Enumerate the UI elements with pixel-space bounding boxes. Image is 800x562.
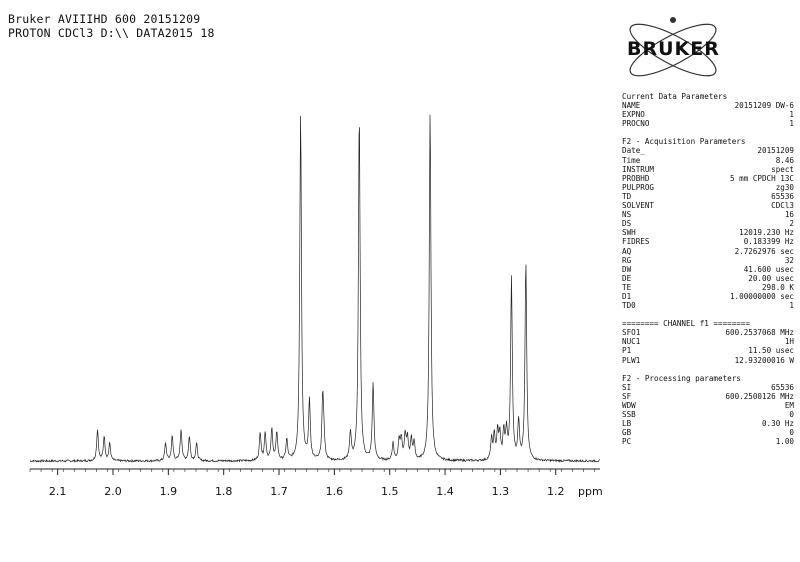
param-row xyxy=(622,110,794,119)
x-tick-label: 1.8 xyxy=(214,485,233,498)
param-key: DE xyxy=(622,273,632,283)
param-key: RG xyxy=(622,255,632,265)
param-value: 1 xyxy=(789,301,794,311)
param-value: 1 xyxy=(789,110,794,120)
param-value: 20151209 xyxy=(757,146,794,156)
param-row xyxy=(622,165,794,174)
x-tick-label: 1.9 xyxy=(159,485,178,498)
header-line-2: PROTON CDCl3 D:\\ DATA2015 18 xyxy=(8,26,215,40)
acq-title: F2 - Acquisition Parameters xyxy=(622,137,746,147)
param-value: 41.600 usec xyxy=(743,264,794,274)
param-row xyxy=(622,428,794,437)
param-row xyxy=(622,356,794,365)
param-key: SSB xyxy=(622,410,636,419)
param-value: 1H xyxy=(784,337,794,347)
param-key: NUC1 xyxy=(622,337,641,347)
param-key: PC xyxy=(622,437,632,447)
param-row xyxy=(622,219,794,228)
param-key: P1 xyxy=(622,346,632,356)
param-value: 0.30 Hz xyxy=(761,419,794,429)
param-value: 0 xyxy=(789,410,794,419)
param-key: SOLVENT xyxy=(622,201,655,211)
param-key: WDW xyxy=(622,400,636,410)
bruker-logo-text: BRUKER xyxy=(627,38,720,60)
param-key: PLW1 xyxy=(622,355,641,365)
param-row xyxy=(622,192,794,201)
param-value: 600.2500126 MHz xyxy=(725,391,794,401)
param-key: EXPNO xyxy=(622,110,645,120)
param-row xyxy=(622,437,794,446)
param-value: 1.00000000 sec xyxy=(729,291,794,301)
param-row xyxy=(622,247,794,256)
param-key: Time xyxy=(622,155,641,165)
spectrum-trace xyxy=(30,115,600,462)
param-value: 8.46 xyxy=(775,155,794,165)
param-row xyxy=(622,283,794,292)
params-title: Current Data Parameters xyxy=(622,92,728,101)
param-value: 65536 xyxy=(771,382,794,392)
param-key: TD0 xyxy=(622,301,636,311)
param-value: 65536 xyxy=(771,191,794,201)
parameter-panel xyxy=(622,92,794,446)
param-key: NAME xyxy=(622,101,641,111)
param-value: 2 xyxy=(789,219,794,229)
param-row xyxy=(622,237,794,246)
param-row xyxy=(622,256,794,265)
param-value: 11.50 usec xyxy=(748,346,794,356)
x-tick-label: 1.6 xyxy=(325,485,344,498)
param-value: 20151209 DW-6 xyxy=(734,101,794,111)
param-value: spect xyxy=(771,164,794,174)
param-row xyxy=(622,228,794,237)
param-row xyxy=(622,301,794,310)
param-key: SF xyxy=(622,391,632,401)
param-key: GB xyxy=(622,428,632,438)
param-row xyxy=(622,274,794,283)
param-value: 12019.230 Hz xyxy=(739,228,794,238)
param-value: EM xyxy=(784,400,794,410)
param-row xyxy=(622,401,794,410)
param-value: 1.00 xyxy=(775,437,794,447)
param-key: SWH xyxy=(622,228,636,238)
param-row xyxy=(622,265,794,274)
param-row xyxy=(622,119,794,128)
param-row xyxy=(622,410,794,419)
param-key: INSTRUM xyxy=(622,164,655,174)
x-tick-label: 1.5 xyxy=(380,485,399,498)
param-key: FIDRES xyxy=(622,237,650,247)
param-value: 20.00 usec xyxy=(748,273,794,283)
param-value: 0.183399 Hz xyxy=(743,237,794,247)
param-key: SFO1 xyxy=(622,328,641,338)
param-row xyxy=(622,146,794,155)
param-value: 2.7262976 sec xyxy=(734,246,794,256)
x-tick-label: 1.2 xyxy=(546,485,565,498)
param-key: PULPROG xyxy=(622,182,655,192)
x-tick-label: 1.4 xyxy=(436,485,454,498)
param-key: NS xyxy=(622,210,632,220)
param-row xyxy=(622,210,794,219)
param-row xyxy=(622,383,794,392)
param-row xyxy=(622,174,794,183)
x-tick-label: 1.3 xyxy=(491,485,510,498)
param-row xyxy=(622,292,794,301)
param-row xyxy=(622,392,794,401)
param-key: AQ xyxy=(622,246,632,256)
param-row xyxy=(622,183,794,192)
param-key: TD xyxy=(622,191,632,201)
param-value: 1 xyxy=(789,119,794,129)
param-value: 32 xyxy=(784,255,794,265)
param-row xyxy=(622,156,794,165)
param-key: DS xyxy=(622,219,632,229)
x-axis-label: ppm xyxy=(578,485,603,498)
param-value: 0 xyxy=(789,428,794,438)
param-value: CDCl3 xyxy=(771,201,794,211)
x-tick-label: 1.7 xyxy=(270,485,288,498)
param-row xyxy=(622,419,794,428)
param-value: 12.93200016 W xyxy=(734,355,794,365)
param-key: D1 xyxy=(622,291,632,301)
param-value: zg30 xyxy=(775,182,794,192)
param-key: LB xyxy=(622,419,632,429)
param-key: PROBHD xyxy=(622,173,650,183)
param-key: Date_ xyxy=(622,146,645,156)
param-row xyxy=(622,201,794,210)
param-value: 16 xyxy=(784,210,794,220)
param-key: SI xyxy=(622,382,632,392)
param-value: 298.0 K xyxy=(761,282,794,292)
proc-title: F2 - Processing parameters xyxy=(622,373,741,383)
param-row xyxy=(622,346,794,355)
channel-title: ======== CHANNEL f1 ======== xyxy=(622,319,751,329)
x-tick-label: 2.1 xyxy=(48,485,67,498)
param-row xyxy=(622,328,794,337)
header-line-1: Bruker AVIIIHD 600 20151209 xyxy=(8,12,201,26)
param-value: 600.2537068 MHz xyxy=(725,328,794,338)
param-value: 5 mm CPDCH 13C xyxy=(729,173,794,183)
param-row xyxy=(622,101,794,110)
x-tick-label: 2.0 xyxy=(104,485,122,498)
param-key: TE xyxy=(622,282,632,292)
param-row xyxy=(622,337,794,346)
param-key: DW xyxy=(622,264,632,274)
param-key: PROCNO xyxy=(622,119,650,129)
